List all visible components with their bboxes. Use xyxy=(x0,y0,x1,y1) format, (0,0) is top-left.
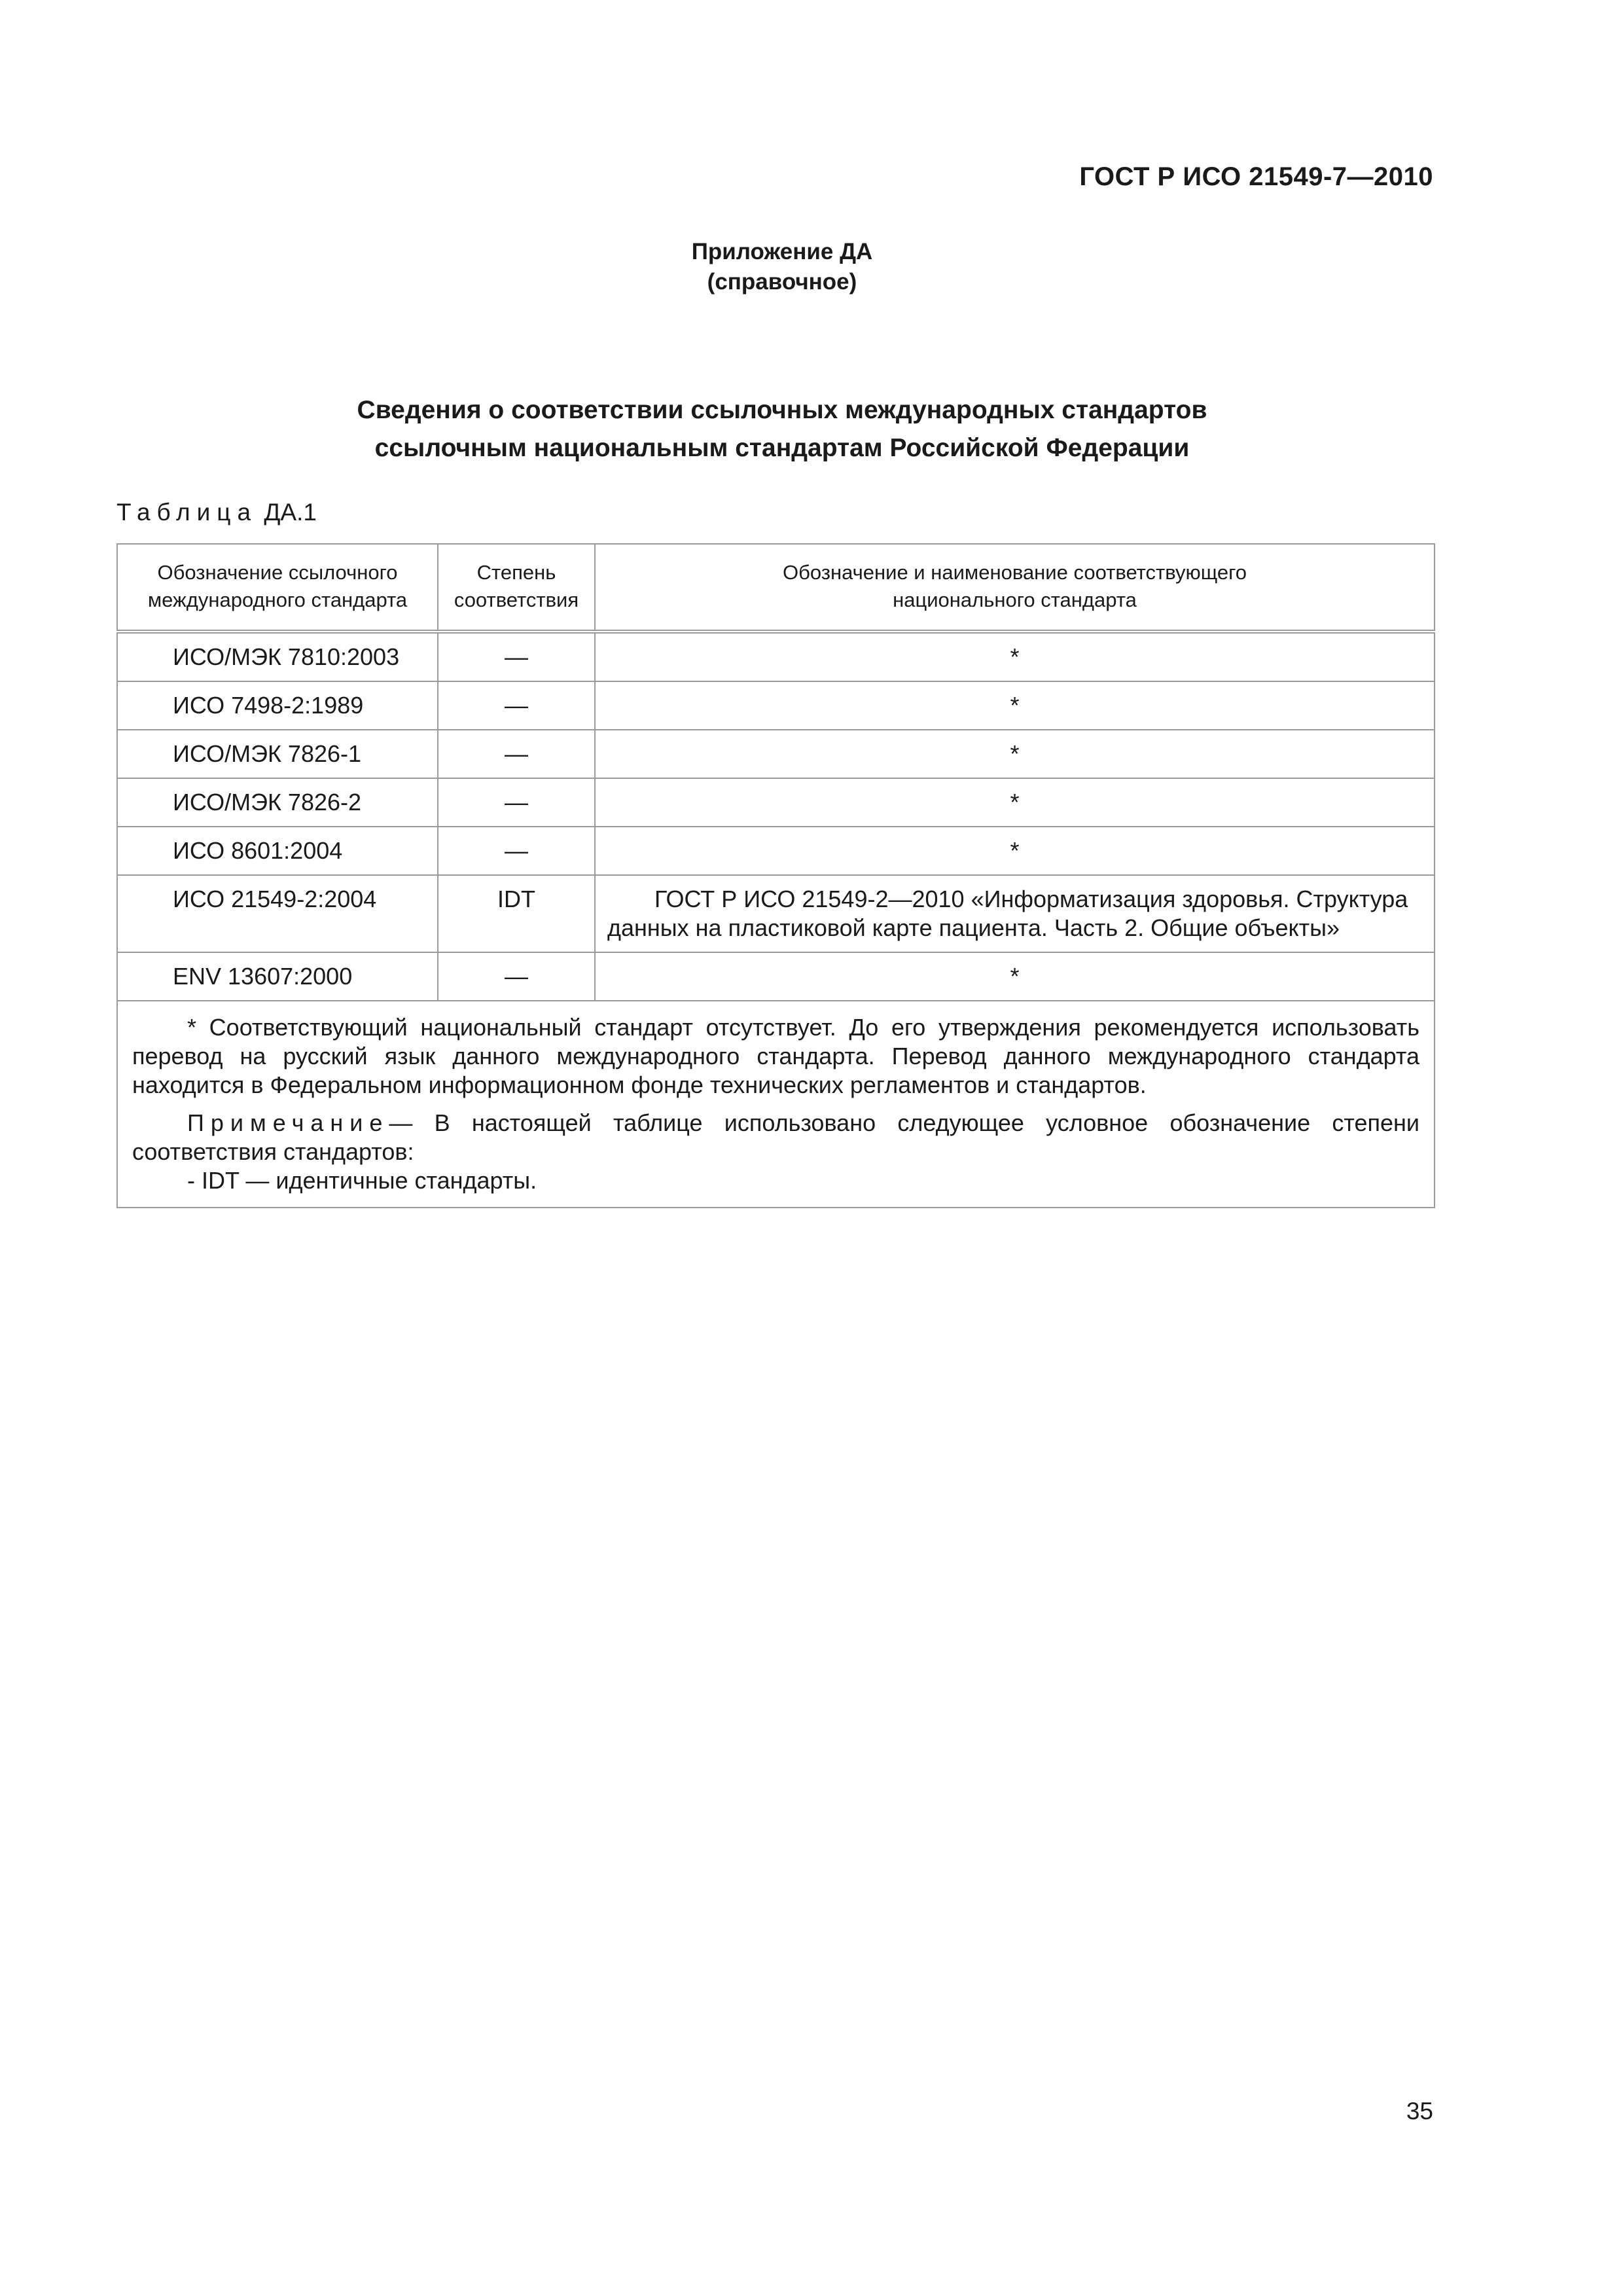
table-notes-row xyxy=(117,1001,1435,1208)
degree-cell: IDT xyxy=(438,875,595,952)
national-standard-cell: * xyxy=(595,730,1435,778)
header-national-standard: Обозначение и наименование соответствующего национального стандарта xyxy=(595,544,1435,632)
note-item: - IDT — идентичные стандарты. xyxy=(187,1167,537,1194)
national-standard-cell: * xyxy=(595,827,1435,875)
degree-cell: — xyxy=(438,778,595,827)
national-standard-cell: * xyxy=(595,778,1435,827)
annex-subtitle: (справочное) xyxy=(707,269,857,295)
table-row xyxy=(117,730,1435,778)
annex-heading xyxy=(0,237,1564,297)
national-standard-cell: * xyxy=(595,952,1435,1001)
note-word: Примечание xyxy=(187,1109,389,1136)
degree-cell: — xyxy=(438,730,595,778)
page-number: 35 xyxy=(1406,2098,1433,2125)
table-row xyxy=(117,952,1435,1001)
degree-cell: — xyxy=(438,681,595,730)
table-label-word: Таблица xyxy=(116,499,258,526)
degree-cell: — xyxy=(438,827,595,875)
table-notes xyxy=(117,1001,1435,1208)
annex-title: Приложение ДА xyxy=(691,239,873,264)
header-intl-standard: Обозначение ссылочного международного стандарта xyxy=(117,544,438,632)
intl-standard-cell: ИСО 8601:2004 xyxy=(117,827,438,875)
table-row xyxy=(117,681,1435,730)
table-label xyxy=(116,499,317,526)
degree-cell: — xyxy=(438,952,595,1001)
footnote: * Соответствующий национальный стандарт отсутствует. До его утверждения рекомендуется использовать перевод на русский язык данного международного стандарта. Перевод данного международного стандарта находится в Федеральном информационном фонде технических регламентов и стандартов. xyxy=(132,1014,1419,1098)
intl-standard-cell: ИСО/МЭК 7810:2003 xyxy=(117,632,438,681)
intl-standard-cell: ИСО/МЭК 7826-1 xyxy=(117,730,438,778)
intl-standard-cell: ENV 13607:2000 xyxy=(117,952,438,1001)
table-row xyxy=(117,778,1435,827)
intl-standard-cell: ИСО 7498-2:1989 xyxy=(117,681,438,730)
national-standard-cell: * xyxy=(595,681,1435,730)
table-row xyxy=(117,632,1435,681)
national-standard-cell: ГОСТ Р ИСО 21549-2—2010 «Информатизация здоровья. Структура данных на пластиковой карте пациента. Часть 2. Общие объекты» xyxy=(595,875,1435,952)
degree-cell: — xyxy=(438,632,595,681)
section-title-line-2: ссылочным национальным стандартам Российской Федерации xyxy=(374,434,1190,462)
note xyxy=(132,1109,1419,1166)
intl-standard-cell: ИСО/МЭК 7826-2 xyxy=(117,778,438,827)
header-degree: Степень соответствия xyxy=(438,544,595,632)
table-header-row xyxy=(117,544,1435,632)
table-row xyxy=(117,875,1435,952)
national-standard-cell: * xyxy=(595,632,1435,681)
table-row xyxy=(117,827,1435,875)
note-text: — В настоящей таблице использовано следующее условное обозначение степени соответствия стандартов: xyxy=(132,1109,1419,1165)
standards-table xyxy=(116,543,1435,1208)
intl-standard-cell: ИСО 21549-2:2004 xyxy=(117,875,438,952)
section-title xyxy=(0,391,1564,467)
document-number: ГОСТ Р ИСО 21549-7—2010 xyxy=(1079,162,1433,191)
section-title-line-1: Сведения о соответствии ссылочных международных стандартов xyxy=(357,396,1207,424)
table-label-number: ДА.1 xyxy=(264,499,317,526)
